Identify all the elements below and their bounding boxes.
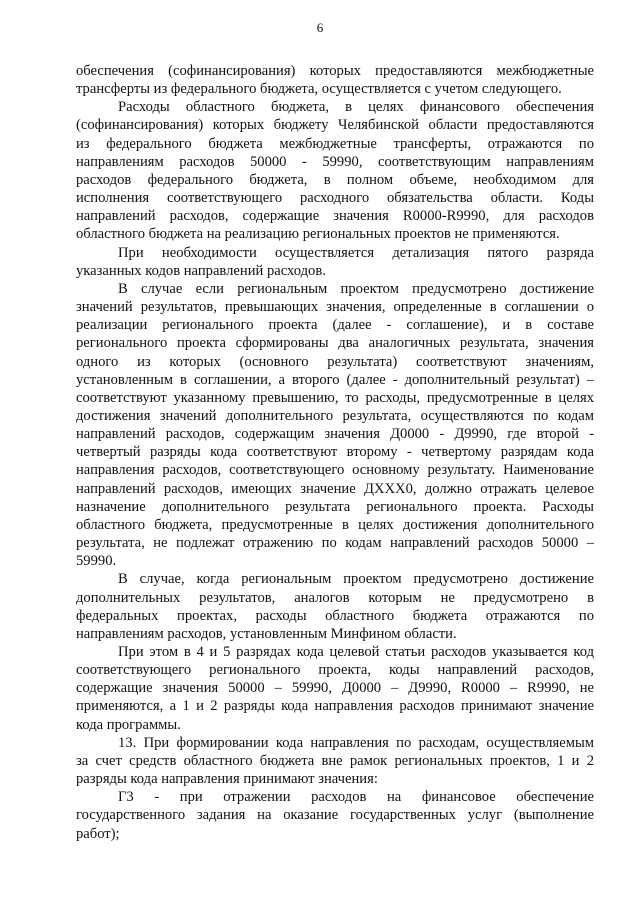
paragraph	[76, 62, 594, 98]
text-line: областного бюджета на реализацию региональных проектов не применяются.	[76, 226, 560, 243]
text-line: результата, не подлежат отражению по кодам направлений расходов 50000 –	[76, 535, 594, 552]
text-line: дополнительных результатов, аналогов которым не предусмотрено в	[76, 589, 594, 606]
document-body	[76, 62, 594, 843]
paragraph	[76, 244, 594, 280]
text-line: значений результатов, превышающих значения, определенные в соглашении о	[76, 299, 594, 316]
text-line: направления расходов, соответствующего основному результату. Наименование	[76, 462, 594, 479]
text-line: направлений расходов, содержащим значения Д0000 - Д9990, где второй -	[76, 426, 594, 443]
text-line: разряды кода направления принимают значения:	[76, 771, 378, 788]
text-line: обеспечения (софинансирования) которых предоставляются межбюджетные	[76, 63, 594, 79]
paragraph	[76, 643, 594, 734]
text-line: трансферты из федерального бюджета, осуществляется с учетом следующего.	[76, 81, 562, 98]
text-line: установленным в соглашении, а второго (далее - дополнительный результат) –	[76, 371, 594, 388]
paragraph	[76, 734, 594, 788]
text-line: из федерального бюджета межбюджетные трансферты, отражаются по	[76, 135, 594, 152]
text-line: назначение дополнительного результата регионального проекта. Расходы	[76, 498, 594, 515]
text-line: При необходимости осуществляется детализация пятого разряда	[118, 244, 594, 261]
text-line: В случае, когда региональным проектом предусмотрено достижение	[118, 571, 594, 588]
text-line: применяются, а 1 и 2 разряды кода направления расходов принимают значение	[76, 698, 594, 715]
paragraph	[76, 280, 594, 571]
text-line: соответствуют указанному превышению, то расходы, предусмотренные в целях	[76, 389, 594, 406]
text-line: 59990.	[76, 553, 117, 570]
text-line: Г3 - при отражении расходов на финансовое обеспечение	[118, 789, 594, 806]
text-line: содержащие значения 50000 – 59990, Д0000 – Д9990, R0000 – R9990, не	[76, 680, 594, 697]
paragraph	[76, 788, 594, 842]
text-line: направлений расходов, имеющих значение ДХХХ0, должно отражать целевое	[76, 480, 594, 497]
text-line: (софинансирования) которых бюджету Челябинской области предоставляются	[76, 117, 594, 134]
text-line: четвертый разряды кода соответствуют второму - четвертому разрядам кода	[76, 444, 594, 461]
text-line: государственного задания на оказание государственных услуг (выполнение	[76, 807, 594, 824]
text-line: соответствующего регионального проекта, коды направлений расходов,	[76, 662, 594, 679]
text-line: При этом в 4 и 5 разрядах кода целевой статьи расходов указывается код	[118, 644, 594, 660]
text-line: расходов федерального бюджета, в полном объеме, необходимом для	[76, 171, 594, 188]
text-line: направлениям расходов, установленным Минфином области.	[76, 625, 457, 642]
text-line: указанных кодов направлений расходов.	[76, 262, 326, 279]
text-line: достижения значений дополнительного результата, осуществляются по кодам	[76, 407, 594, 424]
paragraph	[76, 98, 594, 243]
page-number: 6	[316, 20, 324, 35]
text-line: одного из которых (основного результата) соответствуют значениям,	[76, 353, 594, 370]
text-line: регионального проекта сформированы два аналогичных результата, значения	[76, 335, 594, 352]
text-line: Расходы областного бюджета, в целях финансового обеспечения	[118, 99, 594, 116]
text-line: федеральных проектах, расходы областного бюджета отражаются по	[76, 607, 594, 624]
text-line: 13. При формировании кода направления по расходам, осуществляемым	[118, 734, 594, 751]
text-line: направлениям расходов 50000 - 59990, соответствующим направлениям	[76, 153, 594, 170]
text-line: за счет средств областного бюджета вне рамок региональных проектов, 1 и 2	[76, 752, 594, 769]
text-line: В случае если региональным проектом предусмотрено достижение	[118, 280, 594, 297]
text-line: кода программы.	[76, 716, 181, 733]
text-line: исполнения соответствующего расходного обязательства области. Коды	[76, 190, 594, 207]
text-line: реализации регионального проекта (далее - соглашение), и в составе	[76, 317, 594, 334]
text-line: направлений расходов, содержащие значения R0000-R9990, для расходов	[76, 208, 594, 225]
text-line: областного бюджета, предусмотренные в целях достижения дополнительного	[76, 516, 594, 533]
paragraph	[76, 570, 594, 643]
text-line: работ);	[76, 825, 120, 842]
